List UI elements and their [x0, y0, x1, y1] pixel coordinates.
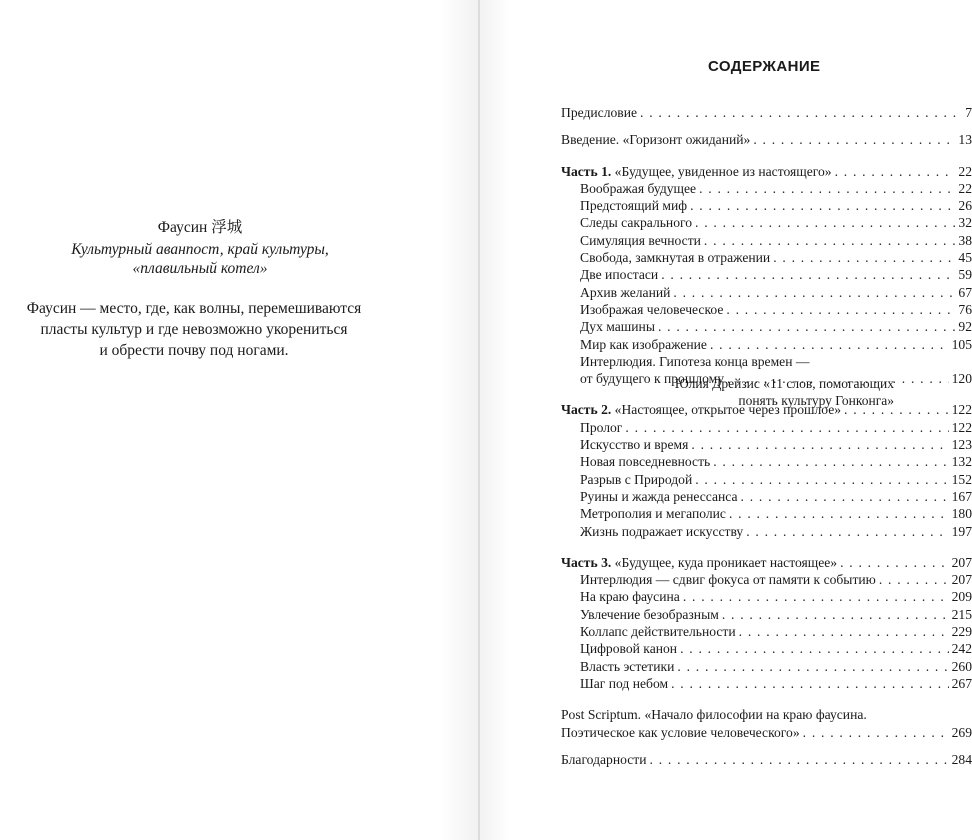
toc-leader-dots: [879, 571, 949, 588]
epigraph-body: [0, 298, 394, 361]
toc-entry-page: 76: [958, 301, 972, 317]
toc-entry-page: 122: [951, 419, 972, 435]
toc-entry-part-1[interactable]: [561, 163, 972, 180]
toc-leader-dots: [713, 453, 948, 470]
toc-entry[interactable]: [561, 505, 972, 522]
toc-entry-label: Метрополия и мегаполис: [580, 506, 726, 522]
toc-entry-label: Жизнь подражает искусству: [580, 523, 744, 539]
toc-entry[interactable]: [561, 623, 972, 640]
toc-entry-interlude[interactable]: [561, 370, 972, 387]
toc-entry-acknowledgements[interactable]: [561, 751, 972, 768]
toc-leader-dots: [840, 554, 949, 571]
toc-entry-page: 123: [951, 437, 972, 453]
toc-entry-label: Следы сакрального: [580, 215, 693, 231]
toc-entry[interactable]: [561, 419, 972, 436]
toc-entry[interactable]: [561, 249, 972, 266]
toc-entry-page: 120: [951, 371, 972, 387]
toc-entry-label: Изображая человеческое: [580, 301, 724, 317]
toc-part-number: Часть 2.: [561, 402, 612, 418]
toc-part-title: «Настоящее, открытое через прошлое»: [611, 402, 842, 418]
toc-entry-label: Благодарности: [561, 751, 647, 767]
book-gutter-shadow-right: [480, 0, 510, 840]
toc-entry-part-2[interactable]: [561, 401, 972, 418]
toc-entry[interactable]: [561, 588, 972, 605]
toc-leader-dots: [673, 284, 955, 301]
toc-leader-dots: [680, 640, 949, 657]
toc-entry[interactable]: [561, 284, 972, 301]
toc-entry-page: 105: [951, 336, 972, 352]
toc-leader-dots: [640, 104, 962, 121]
toc-leader-dots: [722, 606, 949, 623]
toc-entry-label: Пролог: [580, 419, 623, 435]
toc-entry-page: 32: [958, 215, 972, 231]
toc-entry-part-3[interactable]: [561, 554, 972, 571]
toc-entry[interactable]: [561, 606, 972, 623]
toc-entry[interactable]: [561, 180, 972, 197]
toc-leader-dots: [650, 751, 949, 768]
toc-leader-dots: [803, 724, 949, 741]
toc-leader-dots: [726, 301, 955, 318]
toc-part-title: «Будущее, увиденное из настоящего»: [611, 163, 832, 179]
toc-entry-preface[interactable]: [561, 104, 972, 121]
epigraph-attribution-line-2: понять культуру Гонконга»: [738, 393, 894, 408]
toc-entry-page: 122: [951, 402, 972, 418]
toc-leader-dots: [661, 266, 955, 283]
toc-part-3-items: [561, 571, 972, 692]
toc-entry-page: 38: [958, 232, 972, 248]
toc-entry-page: 167: [951, 488, 972, 504]
toc-part-1-items: [561, 180, 972, 388]
toc-entry-page: 209: [951, 589, 972, 605]
toc-leader-dots: [677, 658, 948, 675]
left-page: [0, 0, 478, 840]
toc-leader-dots: [695, 471, 948, 488]
epigraph-title: Фаусин 浮城: [157, 219, 243, 236]
toc-entry-label: Мир как изображение: [580, 336, 707, 352]
toc-leader-dots: [695, 214, 955, 231]
toc-leader-dots: [710, 336, 949, 353]
toc-entry[interactable]: [561, 471, 972, 488]
toc-entry[interactable]: [561, 523, 972, 540]
toc-entry-label: Симуляция вечности: [580, 232, 701, 248]
toc-entry-label: от будущего к прошлому: [580, 371, 725, 387]
toc-entry-page: 180: [951, 506, 972, 522]
toc-entry[interactable]: [561, 336, 972, 353]
toc-entry[interactable]: [561, 640, 972, 657]
toc-entry-label: Искусство и время: [580, 437, 689, 453]
toc-leader-dots: [704, 232, 955, 249]
book-gutter-shadow: [440, 0, 480, 840]
toc-part-2-items: [561, 419, 972, 540]
epigraph-body-line-3: и обрести почву под ногами.: [99, 342, 289, 359]
toc-entry[interactable]: [561, 436, 972, 453]
toc-entry-page: 284: [951, 751, 972, 767]
epigraph-body-line-1: Фаусин — место, где, как волны, перемешиваются: [26, 300, 362, 317]
toc-leader-dots: [729, 505, 949, 522]
toc-entry-label: Поэтическое как условие человеческого»: [561, 724, 800, 740]
toc-leader-dots: [746, 523, 948, 540]
toc-entry-label: Предстоящий миф: [580, 198, 688, 214]
toc-leader-dots: [683, 588, 949, 605]
toc-entry-label: [561, 401, 841, 418]
toc-entry-interlude-line-1[interactable]: Интерлюдия. Гипотеза конца времен —: [580, 353, 810, 369]
toc-entry-page: 215: [951, 606, 972, 622]
toc-entry-page: 267: [951, 675, 972, 691]
toc-entry[interactable]: [561, 675, 972, 692]
toc-entry-page: 13: [958, 132, 972, 148]
toc-leader-dots: [690, 197, 955, 214]
epigraph-attribution-line-1: Юлия Дрейзис «11 слов, помогающих: [674, 376, 894, 391]
toc-entry-label: Свобода, замкнутая в отражении: [580, 250, 771, 266]
toc-part-number: Часть 1.: [561, 163, 612, 179]
toc-entry-page: 197: [951, 523, 972, 539]
toc-entry-label: Власть эстетики: [580, 658, 675, 674]
toc-entry[interactable]: [561, 266, 972, 283]
toc-leader-dots: [753, 131, 955, 148]
toc-entry-postscript[interactable]: [561, 724, 972, 741]
epigraph-subtitle-line-2: «плавильный котел»: [132, 260, 268, 277]
toc-leader-dots: [727, 370, 949, 387]
toc-part-title: «Будущее, куда проникает настоящее»: [611, 554, 838, 570]
toc-entry-label: Шаг под небом: [580, 675, 669, 691]
toc-leader-dots: [625, 419, 948, 436]
toc-entry-label: На краю фаусина: [580, 589, 680, 605]
toc-title: СОДЕРЖАНИЕ: [708, 58, 821, 75]
toc-leader-dots: [739, 623, 949, 640]
toc-entry[interactable]: [561, 453, 972, 470]
table-of-contents: [561, 104, 972, 768]
toc-entry-page: 59: [958, 267, 972, 283]
toc-entry-page: 92: [958, 319, 972, 335]
toc-entry-label: Коллапс действительности: [580, 624, 736, 640]
toc-entry-page: 269: [951, 724, 972, 740]
toc-entry-page: 207: [951, 554, 972, 570]
toc-entry-label: Цифровой канон: [580, 641, 678, 657]
toc-entry-page: 22: [958, 180, 972, 196]
toc-leader-dots: [741, 488, 949, 505]
toc-entry-postscript-line-1[interactable]: Post Scriptum. «Начало философии на краю фаусина.: [561, 707, 867, 723]
toc-entry[interactable]: [561, 318, 972, 335]
toc-entry-label: Увлечение безобразным: [580, 606, 719, 622]
toc-entry-label: Интерлюдия — сдвиг фокуса от памяти к событию: [580, 572, 876, 588]
toc-entry-label: Предисловие: [561, 105, 638, 120]
toc-entry-page: 207: [951, 572, 972, 588]
toc-entry[interactable]: [561, 571, 972, 588]
toc-entry-label: Воображая будущее: [580, 180, 697, 196]
toc-entry-label: Введение. «Горизонт ожиданий»: [561, 132, 751, 148]
toc-entry[interactable]: [561, 232, 972, 249]
toc-entry-label: [561, 554, 837, 571]
toc-entry-label: Руины и жажда ренессанса: [580, 488, 738, 504]
toc-entry-intro[interactable]: [561, 131, 972, 148]
toc-entry-page: 260: [951, 658, 972, 674]
toc-part-number: Часть 3.: [561, 554, 612, 570]
toc-entry-label: Архив желаний: [580, 284, 671, 300]
toc-entry[interactable]: [561, 214, 972, 231]
toc-entry-label: Новая повседневность: [580, 454, 711, 470]
toc-leader-dots: [844, 401, 949, 418]
toc-leader-dots: [773, 249, 955, 266]
toc-entry-page: 22: [958, 163, 972, 179]
toc-leader-dots: [699, 180, 955, 197]
toc-entry-label: [561, 163, 832, 180]
epigraph-body-line-2: пласты культур и где невозможно укорениться: [40, 321, 348, 338]
toc-entry-page: 67: [958, 284, 972, 300]
toc-entry-label: Разрыв с Природой: [580, 471, 693, 487]
toc-entry[interactable]: [561, 197, 972, 214]
toc-entry-page: 7: [965, 105, 972, 120]
toc-entry[interactable]: [561, 488, 972, 505]
toc-entry-page: 132: [951, 454, 972, 470]
toc-leader-dots: [691, 436, 948, 453]
toc-leader-dots: [835, 163, 956, 180]
toc-entry-label: Дух машины: [580, 319, 655, 335]
toc-entry-label: Две ипостаси: [580, 267, 659, 283]
toc-entry-page: 242: [951, 641, 972, 657]
toc-entry-page: 45: [958, 250, 972, 266]
toc-entry-page: 229: [951, 624, 972, 640]
toc-entry-page: 26: [958, 198, 972, 214]
toc-entry[interactable]: [561, 658, 972, 675]
toc-leader-dots: [671, 675, 949, 692]
toc-entry-page: 152: [951, 471, 972, 487]
toc-leader-dots: [658, 318, 955, 335]
epigraph-subtitle-line-1: Культурный аванпост, край культуры,: [71, 241, 329, 258]
toc-entry[interactable]: [561, 301, 972, 318]
